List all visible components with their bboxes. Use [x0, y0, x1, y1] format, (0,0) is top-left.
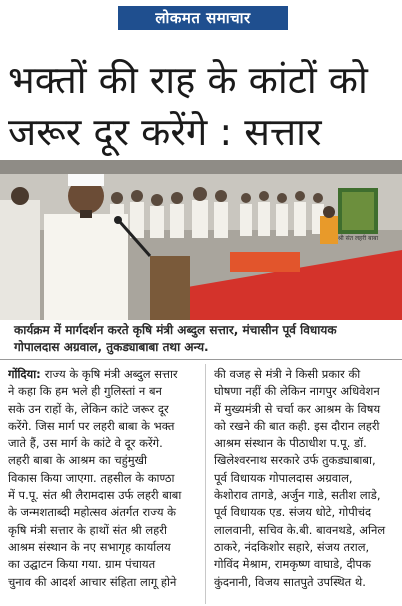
article-line: पूर्व विधायक एड. संजय धोटे, गोपीचंद [214, 505, 372, 520]
newspaper-masthead: लोकमत समाचार [118, 6, 288, 30]
photo-caption [14, 322, 398, 356]
article-line: सके उन राहों के, लेकिन कांटे जरूर दूर [8, 401, 169, 416]
article-line: चुनाव की आदर्श आचार संहिता लागू होने [8, 574, 177, 589]
article-line: गोविंद मेश्राम, रामकृष्ण वाघाडे, दीपक [214, 557, 371, 572]
caption-divider [0, 359, 402, 360]
article-line: कृषि मंत्री सत्तार के हाथों संत श्री लहरी [8, 522, 167, 537]
article-line: में मुख्यमंत्री से चर्चा कर आश्रम के विषय [214, 401, 381, 416]
headline-line-2: जरूर दूर करेंगे : सत्तार [8, 110, 322, 154]
article-line: घोषणा नहीं की लेकिन नागपुर अधिवेशन [214, 384, 380, 399]
article-line: आश्रम संस्थान के पीठाधीश प.पू. डॉ. [214, 436, 367, 451]
article-line: कुंदनानी, विजय सातपुते उपस्थित थे. [214, 574, 366, 589]
article-line: में प.पू. संत श्री लैरामदास उर्फ लहरी बाबा [8, 488, 182, 503]
article-line: करेंगे. जिस मार्ग पर लहरी बाबा के भक्त [8, 418, 175, 433]
news-photo [0, 160, 402, 320]
column-divider [205, 364, 206, 604]
article-line: खिलेश्वरनाथ सरकारे उर्फ तुकड्याबाबा, [214, 453, 376, 468]
article-line: का उद्घाटन किया गया. ग्राम पंचायत [8, 557, 156, 572]
article-line: लहरी बाबा के आश्रम का चहुंमुखी [8, 453, 148, 468]
article-line: लालवानी, सचिव के.बी. बावनथडे, अनिल [214, 522, 386, 537]
caption-line-1: कार्यक्रम में मार्गदर्शन करते कृषि मंत्री अब्दुल सत्तार, मंचासीन पूर्व विधायक [14, 323, 337, 337]
article-line: केशोराव तागडे, अर्जुन गाडे, सतीश लाडे, [214, 488, 381, 503]
article-line: के जन्मशताब्दी महोत्सव अंतर्गत राज्य के [8, 505, 176, 520]
headline-line-1: भक्तों की राह के कांटों को [8, 58, 368, 102]
article-line: की वजह से मंत्री ने किसी प्रकार की [214, 367, 361, 381]
article-line: को रखने की बात कही. इस दौरान लहरी [214, 418, 380, 433]
article-line: आश्रम संस्थान के नए सभागृह कार्यालय [8, 539, 171, 554]
article-column-right [214, 366, 400, 591]
article-line: जाते हैं, उस मार्ग के कांटे वे दूर करेंगे. [8, 436, 163, 451]
article-line: ने कहा कि हम भले ही गुलिस्तां न बन [8, 384, 162, 399]
banner-text: श्री संत लहरी बाबा [337, 235, 379, 242]
news-photo-illustration [0, 160, 402, 320]
article-column-left [8, 366, 196, 591]
article-line: विकास किया जाएगा. तहसील के काण्ठा [8, 470, 175, 485]
dateline: गोंदिया: [8, 367, 45, 381]
caption-line-2: गोपालदास अग्रवाल, तुकड्याबाबा तथा अन्य. [14, 340, 209, 354]
article-line: गोंदिया: राज्य के कृषि मंत्री अब्दुल सत्तार [8, 367, 178, 381]
article-line: पूर्व विधायक गोपालदास अग्रवाल, [214, 470, 353, 485]
article-line: ठाकरे, नंदकिशोर सहारे, संजय तराल, [214, 539, 370, 554]
